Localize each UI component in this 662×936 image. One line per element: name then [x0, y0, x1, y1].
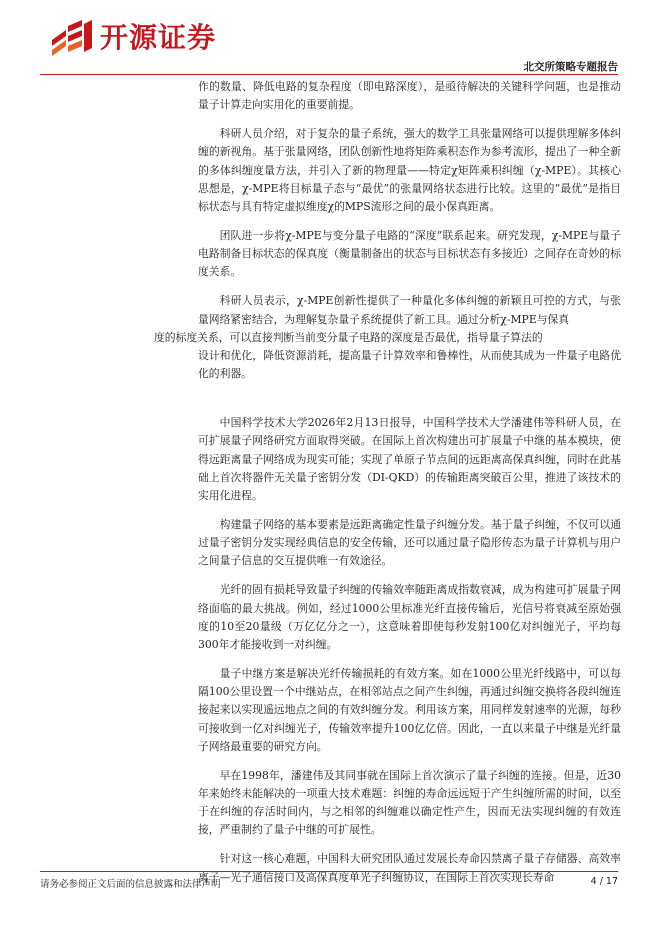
paragraph: 科研人员介绍，对于复杂的量子系统，强大的数学工具张量网络可以提供理解多体纠缠的新视角。基于张量网络，团队创新性地将矩阵乘积态作为参考流形，提出了一种全新的多体纠缠度量方法，并引入了新的物理量——特定χ矩阵乘积纠缠（χ-MPE）。其核心思想是，χ-MPE将目标量子态与“最优”的张量网络状态进行比较。这里的“最优”是指目标状态与具有特定虚拟维度χ的MPS流形之间的最小保真距离。	[198, 127, 621, 214]
paragraph: 针对这一核心难题，中国科大研究团队通过发展长寿命囚禁离子量子存储器、高效率离子—光子通信接口及高保真度单光子纠缠协议，在国际上首次实现长寿命	[198, 852, 621, 884]
page-number: 4 / 17	[590, 876, 618, 887]
logo-text: 开源证券	[100, 21, 217, 54]
paragraph: 中国科学技术大学2026年2月13日报导，中国科学技术大学潘建伟等科研人员，在可扩展量子网络研究方面取得突破。在国际上首次构建出可扩展量子中继的基本模块，使得远距离量子网络成为现实可能；实现了单原子节点间的远距离高保真纠缠，同时在此基础上首次将器件无关量子密钥分发（DI-QKD）的传输距离突破百公里，推进了该技术的实用化进程。	[198, 416, 621, 503]
paragraph: 早在1998年，潘建伟及其同事就在国际上首次演示了量子纠缠的连接。但是，近30年来始终未能解决的一项重大技术难题：纠缠的寿命远远短于产生纠缠所需的时间，以至于在纠缠的存活时间内，与之相邻的纠缠难以确定性产生，因而无法实现纠缠的有效连接，严重制约了量子中继的可扩展性。	[198, 768, 621, 837]
paragraph: 团队进一步将χ-MPE与变分量子电路的“深度”联系起来。研究发现，χ-MPE与量子电路制备目标状态的保真度（衡量制备出的状态与目标状态有多接近）之间存在奇妙的标度关系。	[198, 229, 621, 279]
report-type: 北交所策略专题报告	[523, 61, 618, 73]
logo-mark-icon	[48, 18, 94, 58]
paragraph: 量子中继方案是解决光纤传输损耗的有效方案。如在1000公里光纤线路中，可以每隔100公里设置一个中继站点，在相邻站点之间产生纠缠，再通过纠缠交换将各段纠缠连接起来以实现遥远地点之间的有效纠缠分发。利用该方案，用同样发射速率的光源，每秒可接收到一亿对纠缠光子，传输效率提升100亿亿倍。因此，一直以来量子中继是光纤量子网络最重要的研究方向。	[198, 667, 621, 753]
paragraph: 构建量子网络的基本要素是远距离确定性量子纠缠分发。基于量子纠缠，不仅可以通过量子密钥分发实现经典信息的安全传输，还可以通过量子隐形传态为量子计算机与用户之间量子信息的交互提供唯一有效途径。	[198, 518, 621, 568]
company-logo	[48, 18, 216, 58]
paragraph: 作的数量、降低电路的复杂程度（即电路深度），是亟待解决的关键科学问题，也是推动量子计算走向实用化的重要前提。	[198, 80, 621, 112]
paragraph: 光纤的固有损耗导致量子纠缠的传输效率随距离成指数衰减，成为构建可扩展量子网络面临的最大挑战。例如，经过1000公里标准光纤直接传输后，光信号将衰减至原始强度的10至20量级（万亿亿分之一），这意味着即使每秒发射100亿对纠缠光子，平均每300年才能接收到一对纠缠。	[198, 583, 621, 652]
footer-disclaimer: 请务必参阅正文后面的信息披露和法律声明	[40, 879, 221, 890]
paragraph: 科研人员表示，χ-MPE创新性提供了一种量化多体纠缠的新颖且可控的方式，与张量网络紧密结合，为理解复杂量子系统提供了新工具。通过分析χ-MPE与保真	[198, 294, 621, 326]
paragraph-line: 度的标度关系，可以直接判断当前变分量子电路的深度是否最优，指导量子算法的	[154, 330, 543, 344]
paragraph: 设计和优化，降低资源消耗，提高量子计算效率和鲁棒性，从而使其成为一件量子电路优化的利器。	[198, 349, 621, 381]
article-body	[154, 78, 621, 898]
header-divider	[40, 74, 618, 75]
footer-divider	[40, 871, 618, 872]
section-gap	[198, 394, 621, 414]
